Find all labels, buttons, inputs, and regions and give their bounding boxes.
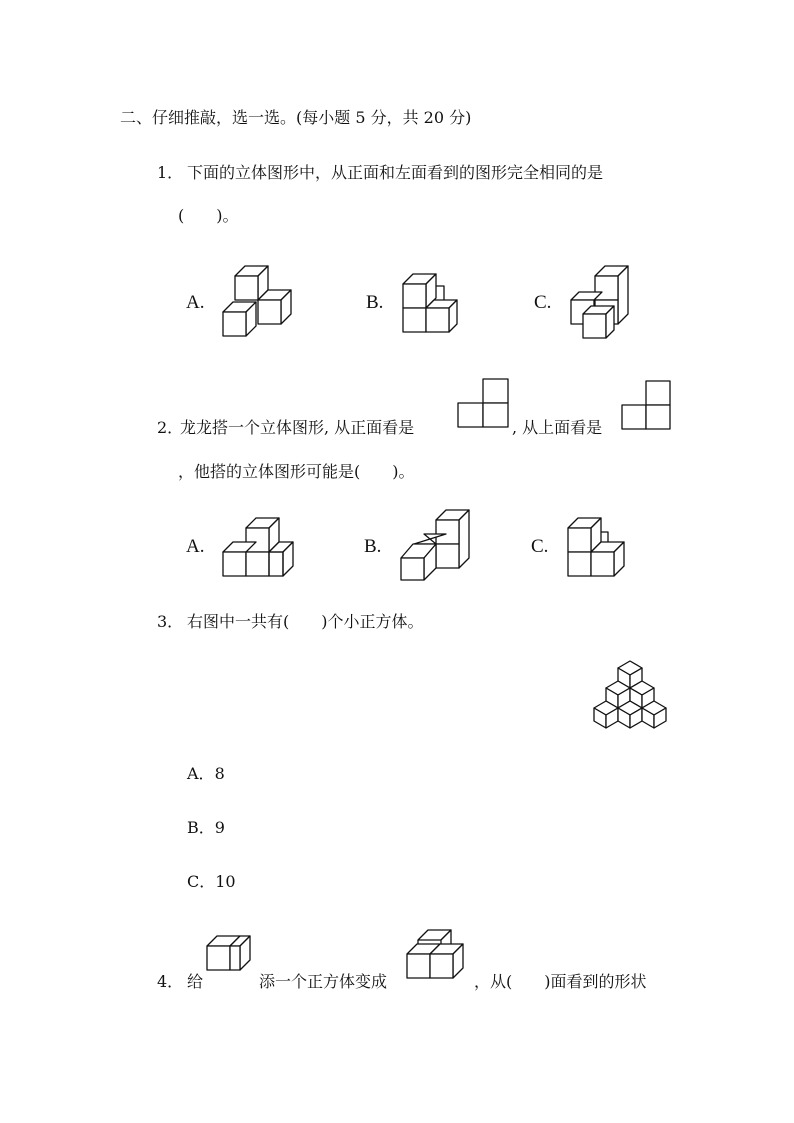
q2-option-c-label[interactable]: C.: [531, 536, 549, 557]
q3-option-b[interactable]: [187, 818, 225, 838]
q3-cube-pyramid-figure: [590, 658, 672, 734]
q4-result-figure: [405, 928, 475, 984]
q1-number: 1．: [157, 163, 184, 182]
q3-option-b-value: 9: [214, 818, 225, 837]
q2-option-a-figure: [218, 514, 302, 580]
q2-front-view-figure: [457, 378, 513, 430]
q1-blank: ( )。: [178, 206, 239, 225]
q2-option-b-figure: [398, 508, 478, 584]
q2-text-part2: , 从上面看是: [512, 418, 603, 437]
q2-option-c-figure: [564, 514, 636, 582]
q3-option-c-label: C．: [187, 872, 216, 891]
q1-option-b-figure: [398, 268, 478, 340]
q3-number: 3．: [157, 612, 184, 631]
q3-option-a[interactable]: [187, 764, 225, 784]
q1-text: 下面的立体图形中，从正面和左面看到的图形完全相同的是: [187, 163, 604, 182]
q2-text-part3: ，他搭的立体图形可能是( )。: [178, 462, 415, 481]
q4-text-part1: 给: [187, 972, 204, 991]
q3-option-b-label: B．: [187, 818, 215, 837]
section-heading: 二、仔细推敲，选一选。(每小题 5 分，共 20 分): [120, 108, 472, 127]
q3-option-a-value: 8: [214, 764, 225, 783]
q2-top-view-figure: [621, 380, 673, 432]
q2-text-part1: 龙龙搭一个立体图形, 从正面看是: [180, 418, 415, 437]
q4-start-figure: [205, 932, 255, 982]
q2-option-b-label[interactable]: B.: [364, 536, 382, 557]
q3-text: 右图中一共有( )个小正方体。: [187, 612, 424, 631]
q1-option-c-label[interactable]: C.: [534, 292, 552, 313]
q1-option-a-figure: [215, 262, 305, 342]
q1-option-a-label[interactable]: A.: [186, 292, 205, 313]
q4-number: 4．: [157, 972, 184, 991]
q1-option-c-figure: [565, 262, 645, 342]
q3-option-c[interactable]: [187, 872, 236, 892]
q3-option-c-value: 10: [215, 872, 236, 891]
q2-option-a-label[interactable]: A.: [186, 536, 205, 557]
q2-number: 2．: [157, 418, 184, 437]
q3-option-a-label: A．: [187, 764, 215, 783]
q1-option-b-label[interactable]: B.: [366, 292, 384, 313]
q4-text-part3: ，从( )面看到的形状: [474, 972, 647, 991]
q4-text-part2: 添一个正方体变成: [259, 972, 388, 991]
